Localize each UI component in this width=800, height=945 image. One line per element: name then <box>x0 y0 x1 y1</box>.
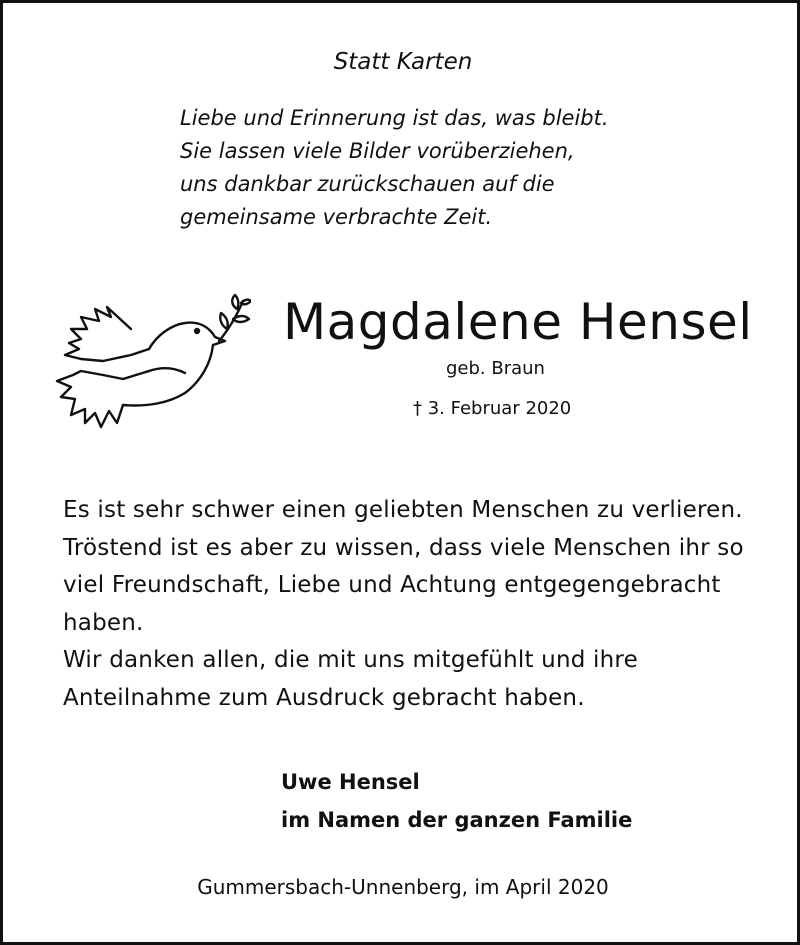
message-line: Wir danken allen, die mit uns mitgefühlt und ihre <box>63 647 638 673</box>
poem <box>180 102 609 234</box>
place-date: Gummersbach-Unnenberg, im April 2020 <box>197 875 609 899</box>
deceased-name: Magdalene Hensel <box>283 293 753 351</box>
poem-line: gemeinsame verbrachte Zeit. <box>180 205 493 229</box>
poem-line: uns dankbar zurückschauen auf die <box>180 172 555 196</box>
signature-on-behalf: im Namen der ganzen Familie <box>281 808 633 832</box>
message-line: Anteilnahme zum Ausdruck gebracht haben. <box>63 684 585 711</box>
signature-name: Uwe Hensel <box>281 770 420 794</box>
thank-you-message <box>63 492 744 717</box>
message-line: haben. <box>63 609 144 636</box>
dove-with-olive-branch-icon <box>51 291 251 431</box>
signature <box>281 763 632 839</box>
poem-line: Liebe und Erinnerung ist das, was bleibt. <box>180 106 609 130</box>
poem-line: Sie lassen viele Bilder vorüberziehen, <box>180 139 575 163</box>
message-line: viel Freundschaft, Liebe und Achtung entgegengebracht <box>63 572 721 598</box>
message-line: Tröstend ist es aber zu wissen, dass viele Menschen ihr so <box>63 534 744 561</box>
death-date: † 3. Februar 2020 <box>413 398 572 419</box>
maiden-name: geb. Braun <box>446 358 545 379</box>
header-label: Statt Karten <box>333 49 473 75</box>
message-line: Es ist sehr schwer einen geliebten Menschen zu verlieren. <box>63 497 743 523</box>
